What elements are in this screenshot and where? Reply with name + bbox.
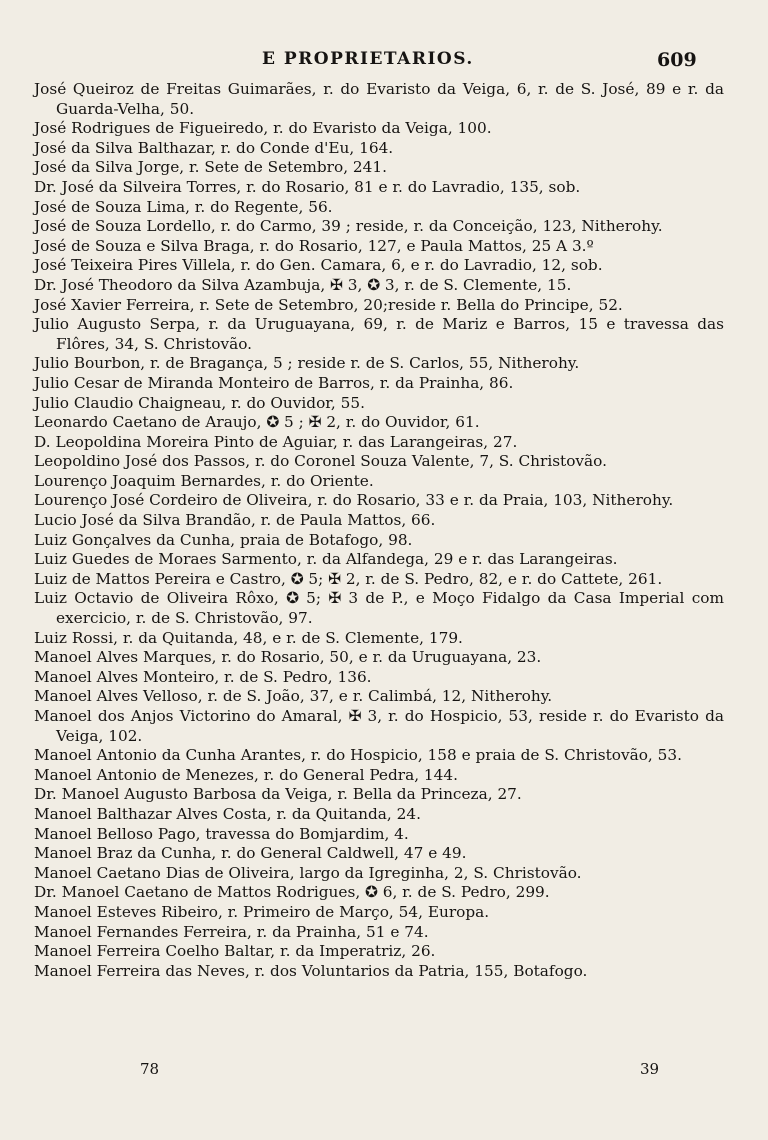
directory-entry: José de Souza Lima, r. do Regente, 56. bbox=[34, 197, 333, 216]
directory-entry: José Teixeira Pires Villela, r. do Gen. Camara, 6, e r. do Lavradio, 12, sob. bbox=[34, 256, 603, 275]
directory-entry: Manoel Alves Marques, r. do Rosario, 50, e r. da Uruguayana, 23. bbox=[34, 648, 542, 667]
signature-mark-right: 39 bbox=[640, 1060, 660, 1078]
directory-entry: Dr. Manoel Caetano de Mattos Rodrigues, ✪ 6, r. de S. Pedro, 299. bbox=[34, 883, 550, 902]
directory-entry: Luiz de Mattos Pereira e Castro, ✪ 5; ✠ 2, r. de S. Pedro, 82, e r. do Cattete, 261. bbox=[34, 569, 663, 588]
page-header bbox=[0, 49, 768, 79]
directory-entry: Lucio José da Silva Brandão, r. de Paula Mattos, 66. bbox=[34, 511, 436, 530]
directory-entry: Leonardo Caetano de Araujo, ✪ 5 ; ✠ 2, r. do Ouvidor, 61. bbox=[34, 413, 480, 432]
directory-entry: Manoel Alves Monteiro, r. de S. Pedro, 136. bbox=[34, 667, 372, 686]
page-footer bbox=[0, 1060, 768, 1084]
directory-entry: Leopoldino José dos Passos, r. do Coronel Souza Valente, 7, S. Christovão. bbox=[34, 452, 607, 471]
directory-entry: Manoel dos Anjos Victorino do Amaral, ✠ 3, r. do Hospicio, 53, reside r. do Evaristo da Veiga, 102. bbox=[34, 707, 724, 745]
directory-entry: José da Silva Jorge, r. Sete de Setembro, 241. bbox=[34, 158, 387, 177]
signature-mark-left: 78 bbox=[140, 1060, 160, 1078]
directory-entry: Dr. Manoel Augusto Barbosa da Veiga, r. Bella da Princeza, 27. bbox=[34, 785, 522, 804]
directory-entry: Manoel Belloso Pago, travessa do Bomjardim, 4. bbox=[34, 824, 409, 843]
directory-entry: Lourenço José Cordeiro de Oliveira, r. do Rosario, 33 e r. da Praia, 103, Nitherohy. bbox=[34, 491, 674, 510]
directory-entry: Dr. José Theodoro da Silva Azambuja, ✠ 3, ✪ 3, r. de S. Clemente, 15. bbox=[34, 275, 572, 294]
directory-entry: D. Leopoldina Moreira Pinto de Aguiar, r. das Larangeiras, 27. bbox=[34, 432, 518, 451]
directory-entry: Luiz Octavio de Oliveira Rôxo, ✪ 5; ✠ 3 de P., e Moço Fidalgo da Casa Imperial com exercicio, r. de S. Christovão, 97. bbox=[34, 589, 724, 628]
directory-entry: Manoel Esteves Ribeiro, r. Primeiro de Março, 54, Europa. bbox=[34, 902, 490, 921]
directory-entry: Manoel Balthazar Alves Costa, r. da Quitanda, 24. bbox=[34, 804, 421, 823]
directory-entry: Manoel Braz da Cunha, r. do General Caldwell, 47 e 49. bbox=[34, 844, 467, 863]
directory-entry: José Rodrigues de Figueiredo, r. do Evaristo da Veiga, 100. bbox=[34, 119, 492, 138]
directory-entry: Julio Claudio Chaigneau, r. do Ouvidor, 55. bbox=[34, 393, 365, 412]
directory-entry: José de Souza Lordello, r. do Carmo, 39 ; reside, r. da Conceição, 123, Nitherohy. bbox=[34, 217, 663, 236]
directory-entry: Manoel Fernandes Ferreira, r. da Prainha, 51 e 74. bbox=[34, 922, 429, 941]
running-title: E PROPRIETARIOS. bbox=[262, 49, 474, 69]
directory-entry: Dr. José da Silveira Torres, r. do Rosario, 81 e r. do Lavradio, 135, sob. bbox=[34, 177, 581, 196]
directory-entry: Manoel Antonio de Menezes, r. do General Pedra, 144. bbox=[34, 765, 458, 784]
directory-entry: José Queiroz de Freitas Guimarães, r. do Evaristo da Veiga, 6, r. de S. José, 89 e r. da Guarda-Velha, 50. bbox=[34, 80, 724, 118]
directory-entry: Manoel Caetano Dias de Oliveira, largo da Igreginha, 2, S. Christovão. bbox=[34, 863, 582, 882]
directory-entry: Julio Cesar de Miranda Monteiro de Barros, r. da Prainha, 86. bbox=[34, 373, 514, 392]
directory-entry: José de Souza e Silva Braga, r. do Rosario, 127, e Paula Mattos, 25 A 3.º bbox=[34, 236, 594, 255]
directory-entry: José Xavier Ferreira, r. Sete de Setembro, 20;reside r. Bella do Principe, 52. bbox=[34, 295, 623, 314]
directory-entry: Luiz Rossi, r. da Quitanda, 48, e r. de S. Clemente, 179. bbox=[34, 628, 463, 647]
directory-entry: Manoel Ferreira Coelho Baltar, r. da Imperatriz, 26. bbox=[34, 942, 436, 961]
directory-entry: Manoel Antonio da Cunha Arantes, r. do Hospicio, 158 e praia de S. Christovão, 53. bbox=[34, 746, 682, 765]
directory-entry: Julio Augusto Serpa, r. da Uruguayana, 69, r. de Mariz e Barros, 15 e travessa das Flôres, 34, S. Christovão. bbox=[34, 315, 724, 353]
directory-entry: Manoel Alves Velloso, r. de S. João, 37, e r. Calimbá, 12, Nitherohy. bbox=[34, 687, 553, 706]
directory-entry: Lourenço Joaquim Bernardes, r. do Oriente. bbox=[34, 471, 374, 490]
directory-entry: José da Silva Balthazar, r. do Conde d'Eu, 164. bbox=[34, 138, 394, 157]
directory-entry: Manoel Ferreira das Neves, r. dos Voluntarios da Patria, 155, Botafogo. bbox=[34, 961, 588, 980]
entry-list bbox=[34, 80, 724, 981]
directory-entry: Luiz Gonçalves da Cunha, praia de Botafogo, 98. bbox=[34, 530, 413, 549]
page-number: 609 bbox=[657, 49, 697, 71]
directory-entry: Luiz Guedes de Moraes Sarmento, r. da Alfandega, 29 e r. das Larangeiras. bbox=[34, 550, 618, 569]
directory-entry: Julio Bourbon, r. de Bragança, 5 ; reside r. de S. Carlos, 55, Nitherohy. bbox=[34, 354, 580, 373]
